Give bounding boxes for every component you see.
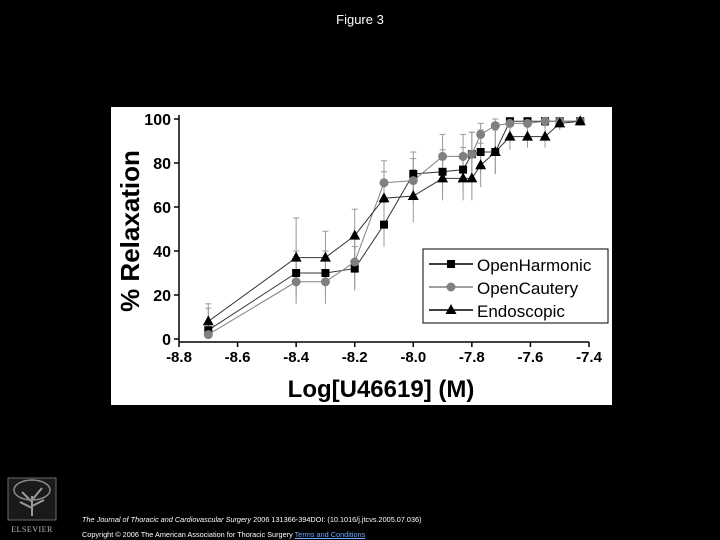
opencautery-marker	[350, 258, 359, 267]
endoscopic-marker	[504, 131, 515, 141]
y-tick-label: 80	[153, 156, 171, 173]
opencautery-marker	[459, 152, 468, 161]
y-tick-label: 60	[153, 200, 171, 217]
endoscopic-marker	[320, 252, 331, 262]
elsevier-logo	[6, 474, 58, 538]
opencautery-marker	[541, 117, 550, 126]
endoscopic-marker	[291, 252, 302, 262]
opencautery-marker	[321, 277, 330, 286]
legend-label-openharmonic: OpenHarmonic	[477, 256, 592, 275]
opencautery-marker	[380, 178, 389, 187]
y-axis-label: % Relaxation	[115, 150, 145, 312]
opencautery-marker	[204, 330, 213, 339]
figure-panel	[111, 107, 612, 405]
endoscopic-marker	[540, 131, 551, 141]
opencautery-marker	[438, 152, 447, 161]
elsevier-wordmark: ELSEVIER	[11, 525, 53, 534]
opencautery-marker	[491, 121, 500, 130]
endoscopic-marker	[475, 159, 486, 169]
copyright-line	[82, 530, 365, 539]
chart-legend	[423, 249, 608, 323]
legend-label-opencautery: OpenCautery	[477, 279, 579, 298]
opencautery-marker	[409, 176, 418, 185]
y-tick-label: 0	[162, 332, 171, 349]
x-tick-label: -8.8	[166, 349, 192, 366]
openharmonic-marker	[292, 269, 300, 277]
openharmonic-marker	[321, 269, 329, 277]
terms-link[interactable]: Terms and Conditions	[294, 530, 366, 539]
endoscopic-marker	[522, 131, 533, 141]
openharmonic-marker	[477, 148, 485, 156]
x-tick-label: -7.4	[576, 349, 602, 366]
legend-label-endoscopic: Endoscopic	[477, 302, 565, 321]
x-tick-label: -7.6	[517, 349, 544, 366]
citation-details: 2006 131366-394DOI: (10.1016/j.jtcvs.2005.07.036)	[253, 515, 422, 524]
y-tick-label: 100	[144, 112, 171, 129]
opencautery-marker	[523, 119, 532, 128]
x-tick-label: -7.8	[458, 349, 485, 366]
opencautery-marker	[292, 277, 301, 286]
slide-title: Figure 3	[336, 12, 384, 27]
endoscopic-marker	[466, 172, 477, 182]
citation	[82, 515, 422, 524]
legend-marker-openharmonic	[447, 260, 455, 268]
x-axis-label: Log[U46619] (M)	[287, 376, 475, 403]
endoscopic-marker	[458, 172, 469, 182]
legend-marker-opencautery	[447, 283, 456, 292]
axes-layer	[144, 112, 602, 366]
endoscopic-marker	[203, 315, 214, 325]
x-tick-label: -8.6	[224, 349, 251, 366]
copyright-text: Copyright © 2006 The American Association for Thoracic Surgery	[82, 530, 293, 539]
x-tick-label: -8.4	[283, 349, 310, 366]
x-tick-label: -8.2	[341, 349, 368, 366]
opencautery-marker	[467, 150, 476, 159]
relaxation-chart	[111, 107, 612, 405]
endoscopic-marker	[408, 190, 419, 200]
journal-name: The Journal of Thoracic and Cardiovascular Surgery	[82, 515, 252, 524]
x-tick-label: -8.0	[400, 349, 427, 366]
y-tick-label: 40	[153, 244, 171, 261]
opencautery-marker	[505, 119, 514, 128]
opencautery-marker	[476, 130, 485, 139]
openharmonic-marker	[380, 221, 388, 229]
y-tick-label: 20	[153, 288, 171, 305]
